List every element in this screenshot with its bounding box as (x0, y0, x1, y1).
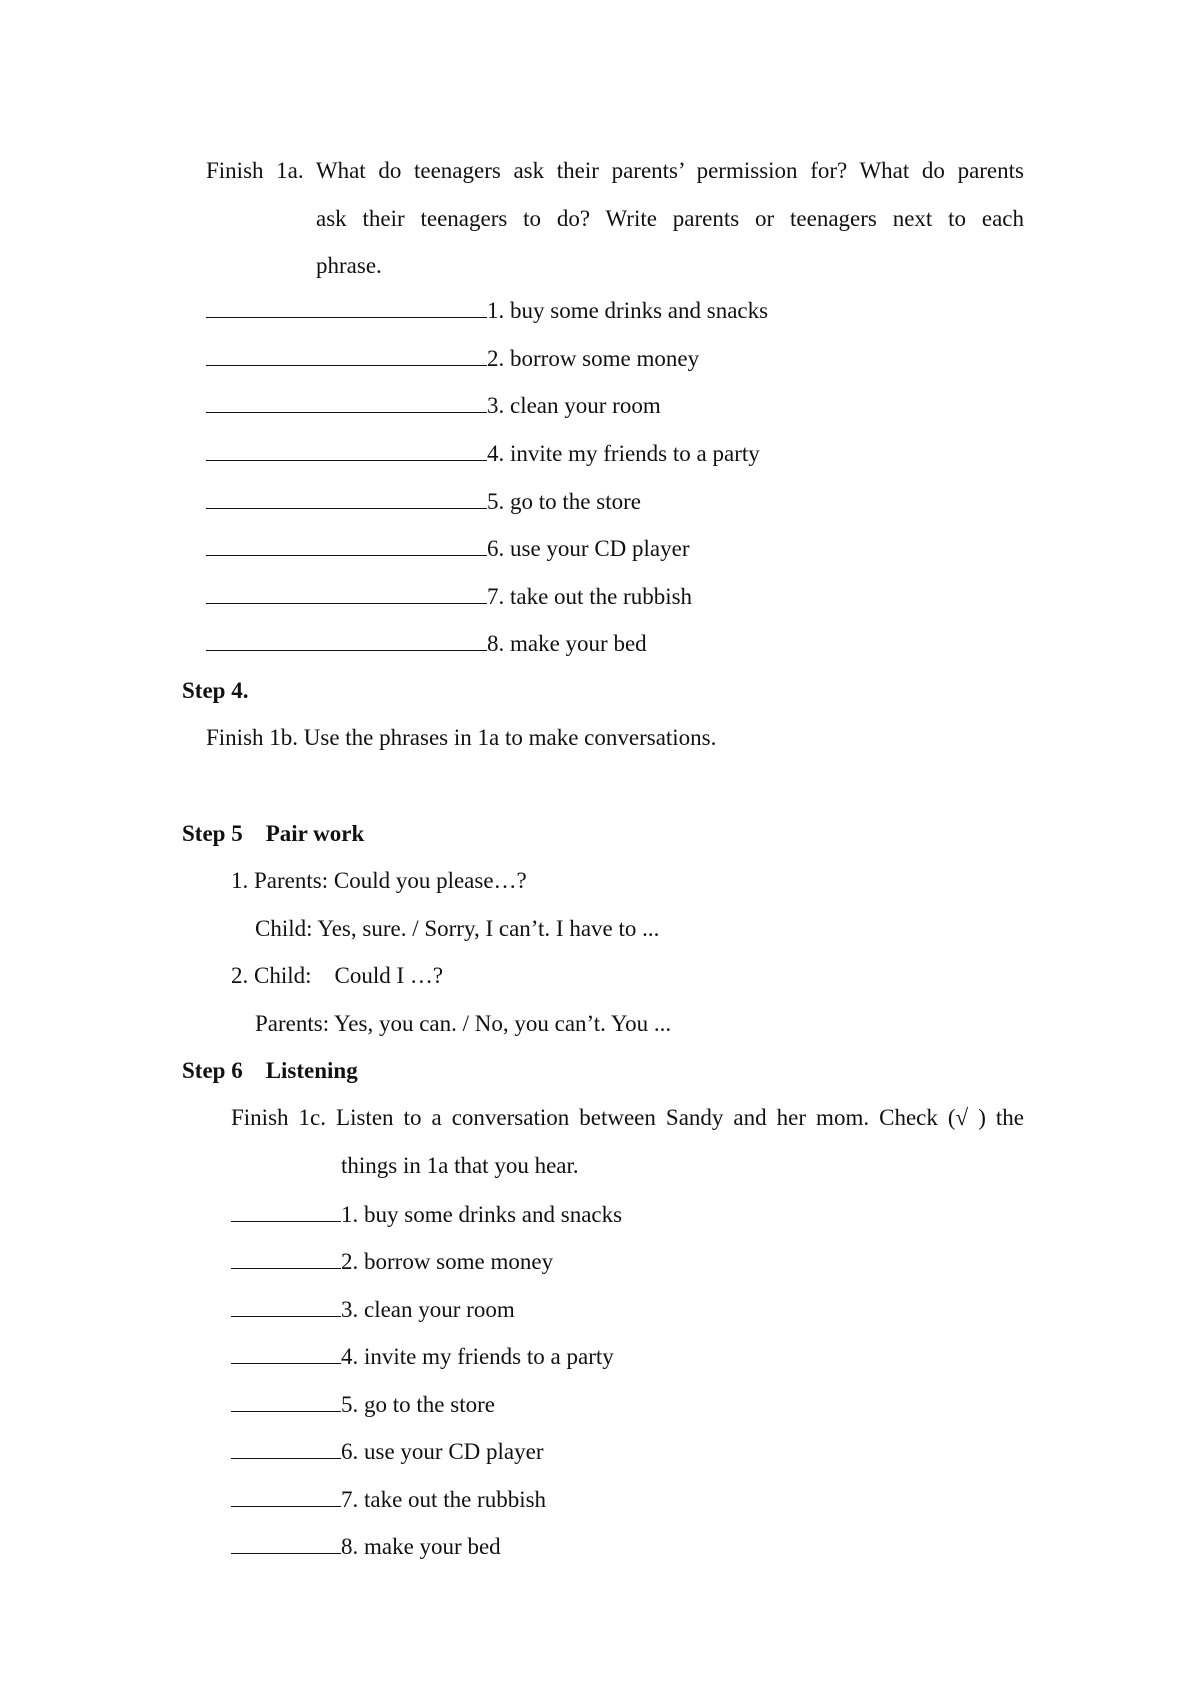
list-1a-item (206, 486, 641, 517)
list-1a-item (206, 390, 661, 421)
answer-blank[interactable] (206, 438, 487, 461)
step-6-heading: Step 6 Listening (182, 1058, 358, 1083)
list-1a-item-label: 7. take out the rubbish (487, 584, 693, 609)
list-1a-item-label: 8. make your bed (487, 631, 647, 656)
list-1a-item-label: 3. clean your room (487, 393, 661, 418)
section-1a-line-3: phrase. (316, 253, 382, 278)
list-1c-item (231, 1246, 553, 1277)
list-1a-item (206, 343, 699, 374)
check-blank[interactable] (231, 1341, 341, 1364)
check-blank[interactable] (231, 1199, 341, 1222)
list-1c-item-label: 1. buy some drinks and snacks (341, 1202, 623, 1227)
list-1a-item (206, 628, 647, 659)
list-1a-item-label: 1. buy some drinks and snacks (487, 298, 769, 323)
step-6-line-2: things in 1a that you hear. (341, 1152, 579, 1178)
answer-blank[interactable] (206, 295, 487, 318)
section-1a-line-1: Finish 1a. What do teenagers ask their parents’ permission for? What do parents (206, 158, 1024, 183)
check-blank[interactable] (231, 1531, 341, 1554)
answer-blank[interactable] (206, 628, 487, 651)
step-4-heading: Step 4. (182, 678, 249, 703)
check-blank[interactable] (231, 1484, 341, 1507)
check-blank[interactable] (231, 1389, 341, 1412)
step-5-line: 2. Child: Could I …? (231, 963, 444, 988)
step-4-text: Finish 1b. Use the phrases in 1a to make conversations. (206, 725, 717, 750)
list-1c-item-label: 7. take out the rubbish (341, 1487, 547, 1512)
list-1c-item-label: 4. invite my friends to a party (341, 1344, 614, 1369)
list-1c-item (231, 1199, 622, 1230)
answer-blank[interactable] (206, 390, 487, 413)
step-5-line: Child: Yes, sure. / Sorry, I can’t. I have to ... (255, 916, 660, 941)
list-1a-item (206, 438, 760, 469)
list-1a-item-label: 6. use your CD player (487, 536, 690, 561)
step-5-line: 1. Parents: Could you please…? (231, 868, 527, 893)
section-1a-instructions (206, 147, 1024, 290)
answer-blank[interactable] (206, 486, 487, 509)
list-1c-item-label: 2. borrow some money (341, 1249, 554, 1274)
list-1a-item (206, 295, 768, 326)
check-blank[interactable] (231, 1246, 341, 1269)
section-1a-line-2: ask their teenagers to do? Write parents or teenagers next to each (316, 205, 1024, 231)
list-1a-item-label: 4. invite my friends to a party (487, 441, 760, 466)
check-blank[interactable] (231, 1436, 341, 1459)
list-1a-item-label: 2. borrow some money (487, 346, 700, 371)
answer-blank[interactable] (206, 533, 487, 556)
list-1a-item-label: 5. go to the store (487, 489, 641, 514)
answer-blank[interactable] (206, 343, 487, 366)
check-blank[interactable] (231, 1294, 341, 1317)
step-5-line: Parents: Yes, you can. / No, you can’t. You ... (255, 1011, 672, 1036)
list-1c-item (231, 1294, 515, 1325)
list-1c-item (231, 1389, 495, 1420)
list-1c-item (231, 1484, 546, 1515)
list-1c-item (231, 1341, 614, 1372)
list-1c-item (231, 1436, 544, 1467)
list-1c-item-label: 8. make your bed (341, 1534, 501, 1559)
list-1c-item-label: 6. use your CD player (341, 1439, 544, 1464)
list-1a-item (206, 581, 692, 612)
list-1c-item-label: 5. go to the store (341, 1392, 495, 1417)
list-1a-item (206, 533, 690, 564)
step-5-heading: Step 5 Pair work (182, 821, 365, 846)
list-1c-item (231, 1531, 501, 1562)
answer-blank[interactable] (206, 581, 487, 604)
step-6-instructions (231, 1094, 1024, 1189)
list-1c-item-label: 3. clean your room (341, 1297, 515, 1322)
step-6-line-1: Finish 1c. Listen to a conversation between Sandy and her mom. Check (√ ) the (231, 1105, 1024, 1130)
